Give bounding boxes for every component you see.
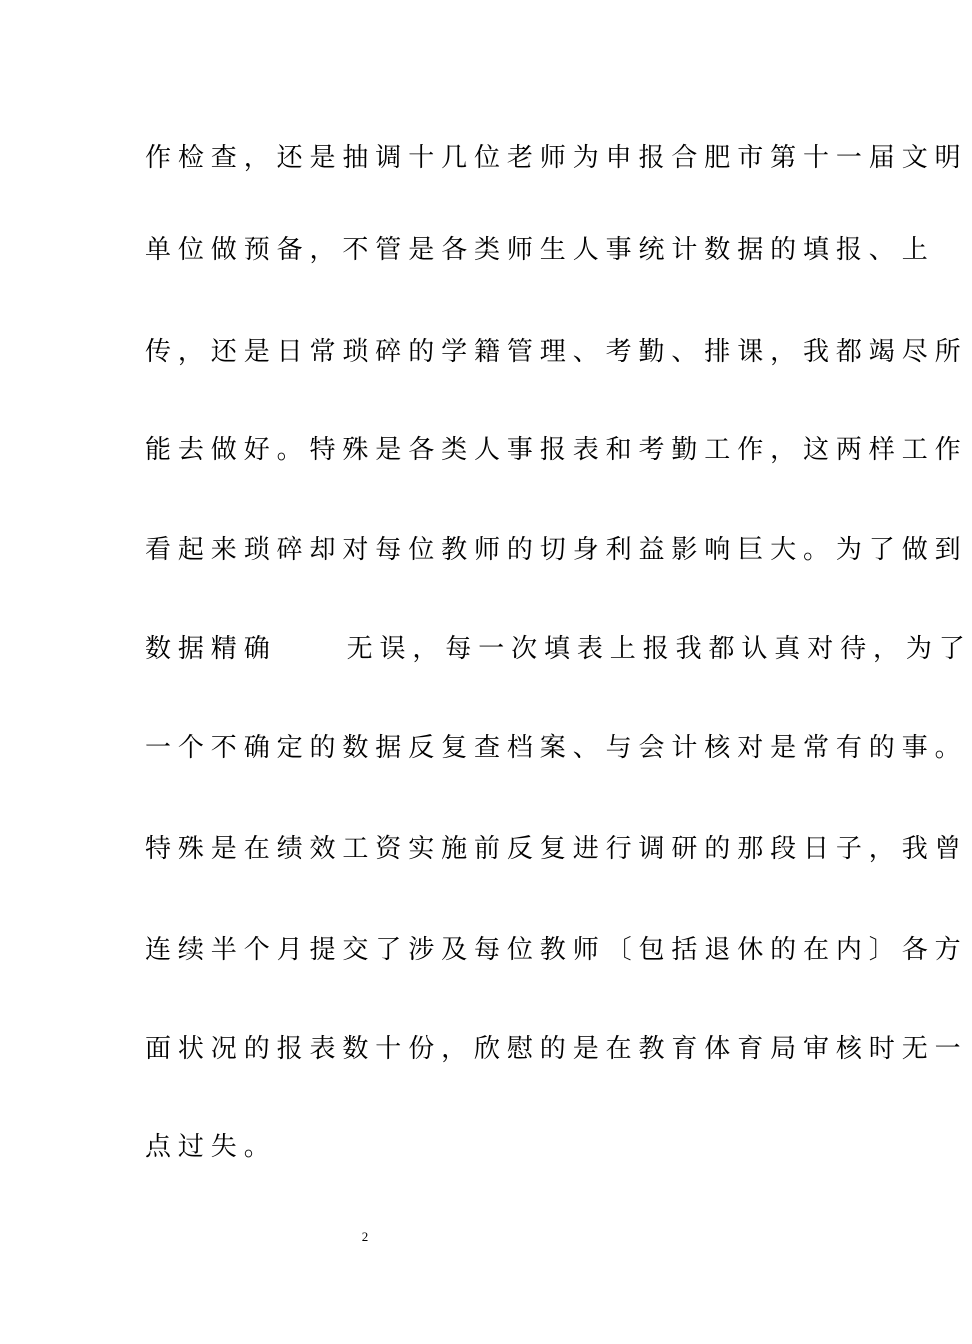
body-text-line: 单位做预备，不管是各类师生人事统计数据的填报、上 (145, 235, 935, 265)
body-text-line: 特殊是在绩效工资实施前反复进行调研的那段日子，我曾 (145, 834, 968, 864)
body-text-line: 传，还是日常琐碎的学籍管理、考勤、排课，我都竭尽所 (145, 337, 968, 367)
body-text-line: 能去做好。特殊是各类人事报表和考勤工作，这两样工作 (145, 435, 968, 465)
body-text-line: 一个不确定的数据反复查档案、与会计核对是常有的事。 (145, 733, 968, 763)
page-number: 2 (361, 1229, 369, 1244)
body-text-line: 面状况的报表数十份，欣慰的是在教育体育局审核时无一 (145, 1034, 968, 1064)
body-text-line: 看起来琐碎却对每位教师的切身利益影响巨大。为了做到 (145, 535, 968, 565)
body-text-line: 点过失。 (145, 1132, 277, 1162)
body-text-line: 作检查，还是抽调十几位老师为申报合肥市第十一届文明 (145, 143, 968, 173)
body-text-line (145, 633, 972, 665)
body-text-segment: 无误，每一次填表上报我都认真对待，为了 (346, 634, 972, 664)
body-text-line: 连续半个月提交了涉及每位教师〔包括退休的在内〕各方 (145, 935, 968, 965)
body-text-segment: 数据精确 (145, 634, 277, 664)
